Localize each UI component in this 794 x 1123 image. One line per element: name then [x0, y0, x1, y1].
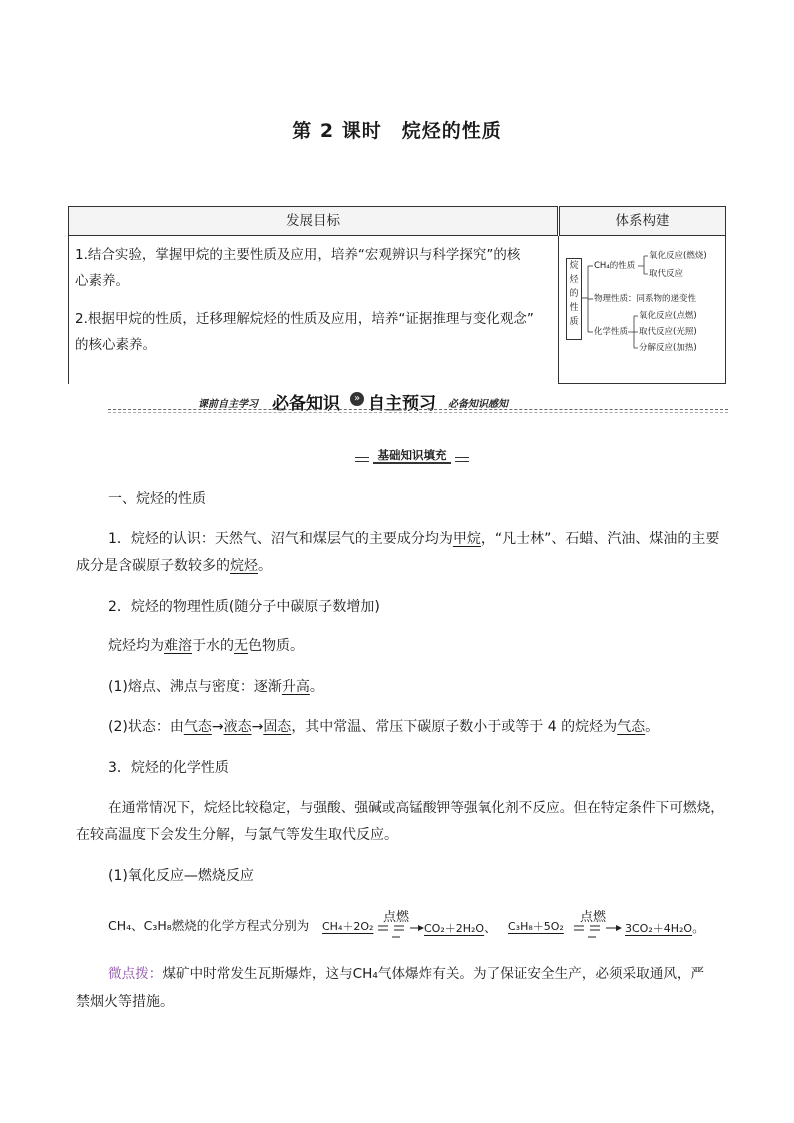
chip-right-bar [455, 457, 469, 462]
chemical-label: 化学性质 [594, 327, 629, 337]
chemical-item-2: 取代反应(光照) [639, 327, 697, 337]
paragraph-7-line-2: 在较高温度下会发生分解，与氯气等发生取代反应。 [76, 827, 398, 843]
paragraph-4: (1)熔点、沸点与密度：逐渐升高。 [108, 679, 324, 695]
banner-main-2: 自主预习 [368, 394, 436, 414]
paragraph-2: 2．烷烃的物理性质(随分子中碳原子数增加) [108, 599, 380, 615]
banner-divider [108, 409, 728, 410]
equation-1-equals-arrow [376, 920, 426, 942]
section-chip [355, 448, 469, 462]
section-banner [190, 390, 640, 414]
paragraph-1-line-1: 1．烷烃的认识：天然气、沼气和煤层气的主要成分均为甲烷，“凡士林”、石蜡、汽油、煤油的主要 [108, 531, 720, 547]
equation-intro: CH₄、C₃H₈燃烧的化学方程式分别为 [108, 918, 310, 933]
heading-alkane-properties: 一、烷烃的性质 [108, 491, 206, 507]
paragraph-5: (2)状态：由气态→液态→固态，其中常温、常压下碳原子数小于或等于 4 的烷烃为气态。 [108, 719, 660, 735]
physical-property: 物理性质：同系物的递变性 [594, 294, 697, 304]
diagram-root: 烷 烃 的 性 质 [566, 258, 582, 340]
chevron-right-icon: » [350, 392, 364, 406]
equation-1-right: CO₂＋2H₂O、 [424, 920, 497, 935]
header-system: 体系构建 [559, 206, 726, 236]
goals-cell [68, 236, 559, 384]
banner-right: 必备知识感知 [448, 399, 508, 410]
lesson-topic: 烷烃的性质 [401, 120, 502, 142]
ch4-item-1: 氧化反应(燃烧) [649, 251, 707, 261]
chip-left-bar [355, 457, 369, 462]
ch4-label: CH₄的性质 [594, 261, 636, 271]
tip-line-2: 禁烟火等措施。 [76, 994, 174, 1010]
paragraph-1-line-2: 成分是含碳原子数较多的烷烃。 [76, 558, 272, 574]
system-diagram-cell [558, 236, 726, 384]
equation-2-condition: 点燃 [580, 910, 607, 925]
tip-line-1: 微点拨：煤矿中时常发生瓦斯爆炸，这与CH₄气体爆炸有关。为了保证安全生产，必须采取通风，严 [108, 966, 705, 982]
equation-1-left: CH₄＋2O₂ [322, 920, 374, 933]
chemical-item-3: 分解反应(加热) [639, 343, 697, 353]
lesson-number: 第 2 课时 [292, 120, 382, 142]
banner-divider-2 [108, 412, 728, 413]
tip-label: 微点拨： [108, 966, 163, 982]
equation-line [108, 916, 309, 937]
paragraph-6: 3．烷烃的化学性质 [108, 760, 229, 776]
equation-1-condition: 点燃 [383, 910, 410, 925]
goal-1: 1.结合实验，掌握甲烷的主要性质及应用，培养“宏观辨识与科学探究”的核 心素养。 [75, 247, 521, 289]
equation-2-left: C₃H₈＋5O₂ [508, 920, 564, 933]
page-title [0, 116, 794, 143]
ch4-item-2: 取代反应 [649, 269, 684, 279]
chip-label: 基础知识填充 [373, 448, 451, 464]
paragraph-3: 烷烃均为难溶于水的无色物质。 [108, 638, 304, 654]
paragraph-7-line-1: 在通常情况下，烷烃比较稳定，与强酸、强碱或高锰酸钾等强氧化剂不反应。但在特定条件下可燃烧， [108, 800, 724, 816]
goal-2: 2.根据甲烷的性质，迁移理解烷烃的性质及应用，培养“证据推理与变化观念” 的核心素养。 [75, 311, 534, 353]
banner-left: 课前自主学习 [198, 399, 258, 410]
paragraph-8: (1)氧化反应—燃烧反应 [108, 868, 254, 884]
equation-2-right: 3CO₂＋4H₂O。 [625, 920, 705, 935]
header-goal: 发展目标 [68, 206, 558, 236]
chemical-item-1: 氧化反应(点燃) [639, 311, 697, 321]
banner-main-1: 必备知识 [272, 394, 340, 414]
goals-table [68, 206, 726, 384]
equation-2-equals-arrow [572, 920, 624, 942]
